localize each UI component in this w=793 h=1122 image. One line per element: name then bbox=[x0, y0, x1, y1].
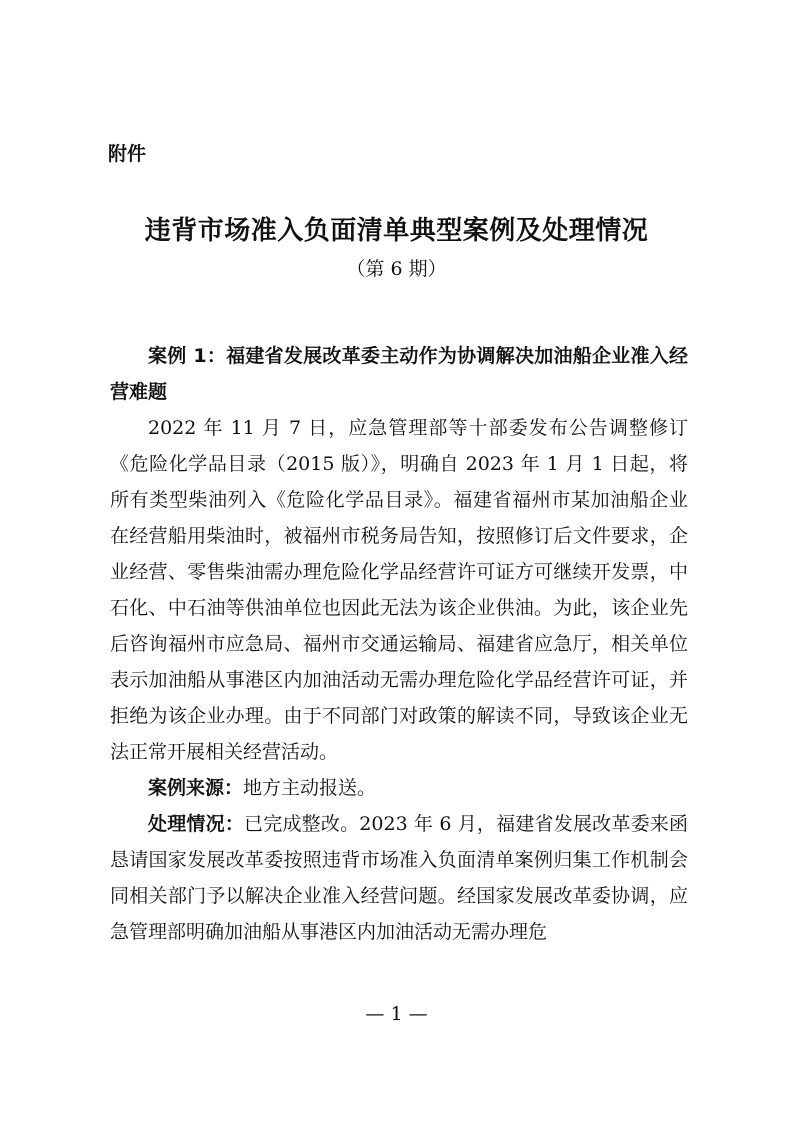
page-number: — 1 — bbox=[365, 1003, 428, 1025]
attachment-label: 附件 bbox=[108, 143, 147, 165]
case-paragraph: 2022 年 11 月 7 日，应急管理部等十部委发布公告调整修订《危险化学品目录（2015 版）》，明确自 2023 年 1 月 1 日起，将所有类型柴油列入《危险化学品目录》。福建省福州市某加油船企业在经营船用柴油时，被福州市税务局告知，按照修订后文件要求，企业经营、零售柴油需办理危险化学品经营许可证方可继续开发票，中石化、中石油等供油单位也因此无法为该企业供油。为此，该企业先后咨询福州市应急局、福州市交通运输局、福建省应急厅，相关单位表示加油船从事港区内加油活动无需办理危险化学品经营许可证，并拒绝为该企业办理。由于不同部门对政策的解读不同，导致该企业无法正常开展相关经营活动。 bbox=[110, 417, 688, 763]
case-source bbox=[110, 770, 688, 806]
document-body bbox=[110, 338, 688, 950]
case-handling-text: 已完成整改。2023 年 6 月，福建省发展改革委来函恳请国家发展改革委按照违背市场准入负面清单案例归集工作机制会同相关部门予以解决企业准入经营问题。经国家发展改革委协调，应急管理部明确加油船从事港区内加油活动无需办理危 bbox=[110, 813, 688, 943]
issue-number: （第 6 期） bbox=[346, 258, 447, 280]
case-source-text: 地方主动报送。 bbox=[243, 777, 377, 799]
document-title: 违背市场准入负面清单典型案例及处理情况 bbox=[144, 216, 649, 246]
case-heading: 案例 1：福建省发展改革委主动作为协调解决加油船企业准入经营难题 bbox=[110, 345, 688, 403]
case-handling bbox=[110, 806, 688, 950]
case-handling-label: 处理情况： bbox=[148, 813, 245, 835]
case-source-label: 案例来源： bbox=[148, 777, 244, 799]
